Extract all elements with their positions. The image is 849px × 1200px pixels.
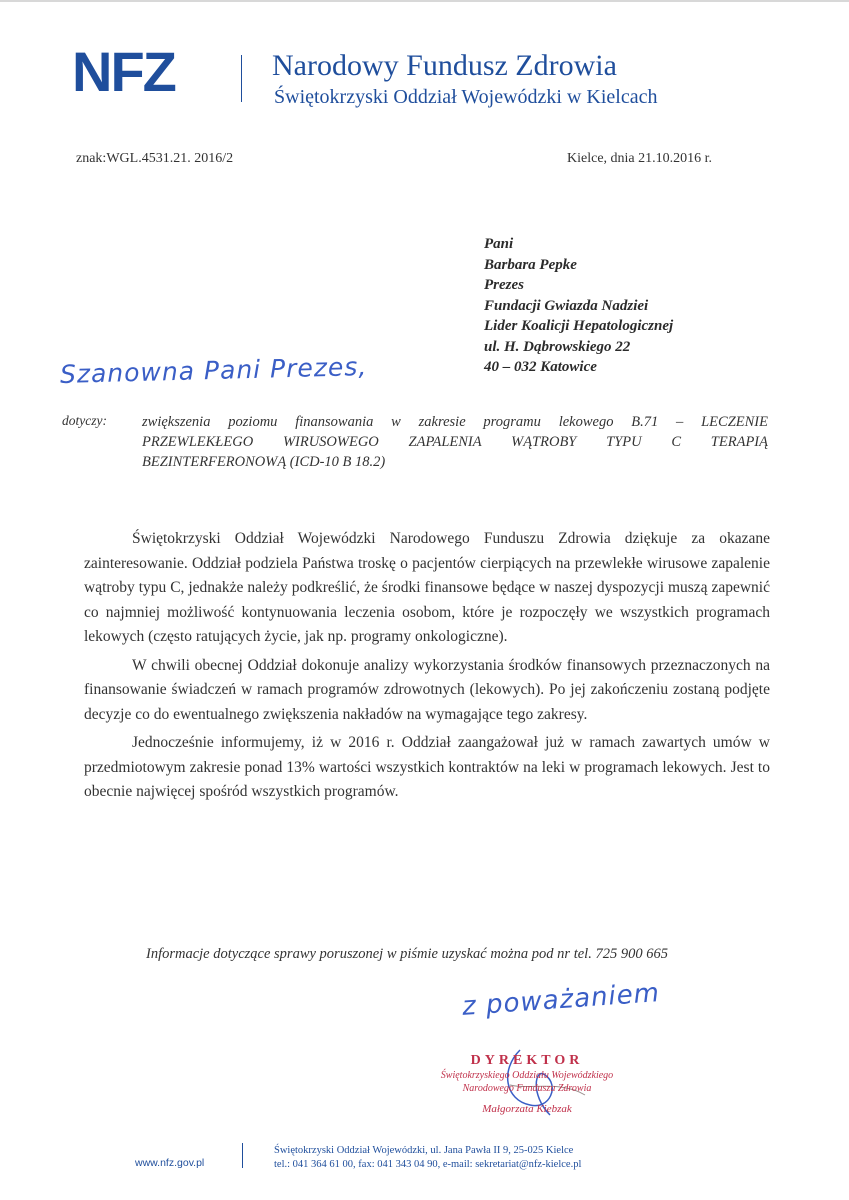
subject-line: zwiększenia poziomu finansowania w zakresie programu lekowego B.71 – LECZENIE <box>142 414 768 430</box>
handwritten-salutation: Szanowna Pani Prezes, <box>59 351 368 389</box>
footer-address-line: tel.: 041 364 61 00, fax: 041 343 04 90, e-mail: sekretariat@nfz-kielce.pl <box>274 1159 582 1170</box>
org-name: Narodowy Fundusz Zdrowia <box>272 49 617 82</box>
stamp-title: DYREKTOR <box>470 1053 584 1068</box>
footer-website: www.nfz.gov.pl <box>135 1157 205 1169</box>
reference-number: znak:WGL.4531.21. 2016/2 <box>76 151 234 166</box>
body-paragraph: W chwili obecnej Oddział dokonuje analizy wykorzystania środków finansowych przeznaczonych na finansowanie świadczeń w ramach programów zdrowotnych (lekowych). Po jej zakończeniu zostaną podjęte decyzje co do ewentualnego zwiększenia nakładów na wymagające tego zakresy. <box>84 656 770 723</box>
director-stamp <box>432 1053 622 1115</box>
handwritten-closing: z poważaniem <box>461 978 661 1022</box>
footer-divider <box>242 1143 243 1168</box>
body-paragraph: Jednocześnie informujemy, iż w 2016 r. Oddział zaangażował już w ramach zawartych umów w przedmiotowym zakresie ponad 13% wartości wszystkich kontraktów na leki w programach lekowych. Jest to obecnie najwięcej spośród wszystkich programów. <box>84 734 770 800</box>
recipient-line: Lider Koalicji Hepatologicznej <box>484 318 674 334</box>
letter-body <box>84 527 770 809</box>
header-divider <box>241 55 242 102</box>
body-paragraph: Świętokrzyski Oddział Wojewódzki Narodowego Funduszu Zdrowia dziękuje za okazane zainteresowanie. Oddział podziela Państwa troskę o pacjentów cierpiących na przewlekłe wirusowe zapalenie wątroby typu C, jednakże należy podkreślić, że środki finansowe będące w naszej dyspozycji muszą zapewnić co najmniej możliwość kontynuowania leczenia osobom, które je rozpoczęły we wszystkich programach lekowych (często ratujących życie, jak np. programy onkologiczne). <box>84 530 770 645</box>
recipient-line: Fundacji Gwiazda Nadziei <box>484 297 649 314</box>
subject-label: dotyczy: <box>62 413 107 428</box>
org-branch: Świętokrzyski Oddział Wojewódzki w Kielcach <box>274 86 658 108</box>
contact-info: Informacje dotyczące sprawy poruszonej w piśmie uzyskać można pod nr tel. 725 900 665 <box>146 946 668 962</box>
recipient-line: Barbara Pepke <box>484 256 577 273</box>
stamp-line: Świętokrzyskiego Oddziału Wojewódzkiego <box>440 1070 614 1081</box>
recipient-line: Prezes <box>484 277 524 293</box>
subject-text <box>142 412 768 472</box>
recipient-line: Pani <box>484 236 514 252</box>
letter-date: Kielce, dnia 21.10.2016 r. <box>567 151 713 166</box>
recipient-line: 40 – 032 Katowice <box>484 359 597 375</box>
subject-line: PRZEWLEKŁEGO WIRUSOWEGO ZAPALENIA WĄTROBY TYPU C TERAPIĄ <box>142 434 768 450</box>
recipient-line: ul. H. Dąbrowskiego 22 <box>484 338 631 355</box>
nfz-logo: NFZ <box>72 40 175 103</box>
subject-line: BEZINTERFERONOWĄ (ICD-10 B 18.2) <box>142 454 386 470</box>
footer-address <box>274 1144 581 1172</box>
footer-address-line: Świętokrzyski Oddział Wojewódzki, ul. Jana Pawła II 9, 25-025 Kielce <box>274 1145 574 1156</box>
stamp-line: Narodowego Funduszu Zdrowia <box>462 1083 592 1094</box>
scan-edge-line <box>0 0 849 2</box>
recipient-address <box>484 234 673 378</box>
stamp-signatory-name: Małgorzata Kiebzak <box>482 1103 572 1115</box>
